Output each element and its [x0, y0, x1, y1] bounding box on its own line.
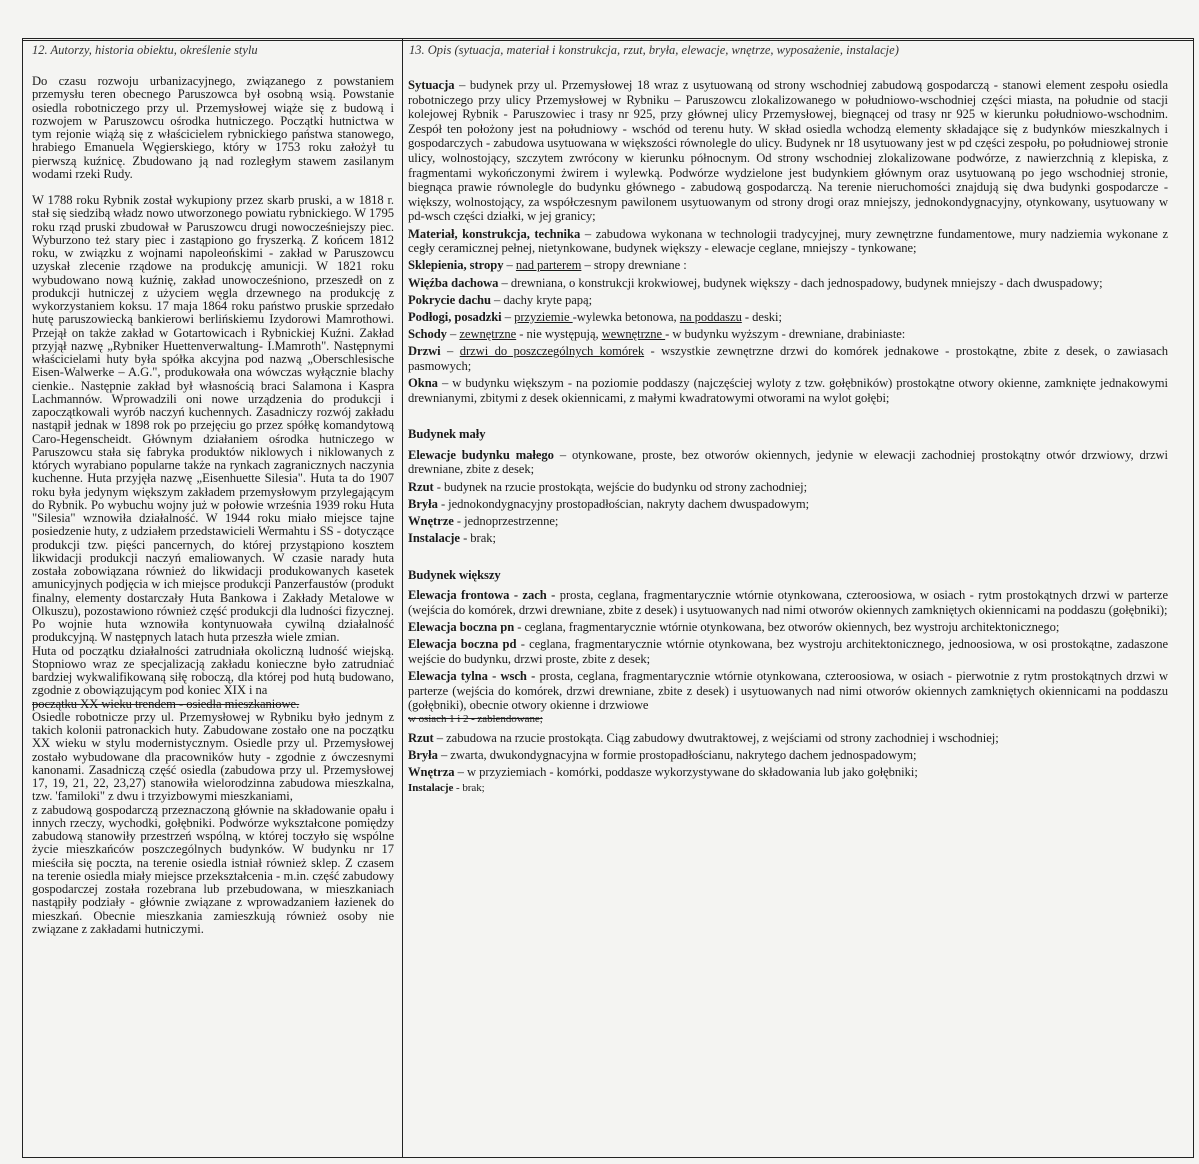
maly-entry [408, 497, 1168, 512]
entry-label: Więźba dachowa [408, 275, 499, 290]
entry-text: - budynek na rzucie prostokąta, wejście do budynku od strony zachodniej; [433, 479, 808, 494]
entry-label: Elewacja frontowa - zach - [408, 588, 556, 603]
entry-text: - w budynku wyższym - drewniane, drabiniaste: [665, 327, 906, 342]
podlogi-entry [408, 310, 1168, 325]
entry-label: Podłogi, posadzki [408, 309, 502, 324]
entry-text: – [503, 258, 516, 273]
entry-label: Sytuacja [408, 78, 455, 92]
history-paragraph: Huta od początku działalności zatrudniała okoliczną ludność wiejską. Stopniowo wraz ze specjalizacją zakładu konieczne było zatrudniać bardziej wykwalifikowaną siłę roboczą, dla której pod hutą budowano, zgodnie z obowiązującym pod koniec XIX i na [32, 643, 394, 698]
w-osiach-note: w osiach 1 i 2 - zablendowane; [408, 712, 543, 725]
wiekszy-entry [408, 620, 1168, 635]
material-entry [408, 227, 1168, 256]
right-column-header: 13. Opis (sytuacja, materiał i konstrukcja, rzut, bryła, elewacje, wnętrze, wyposażenie, instalacje) [409, 43, 899, 57]
entry-underlined: zewnętrzne [459, 327, 517, 342]
entry-text: – [440, 344, 460, 359]
entry-label: Elewacje budynku małego [408, 447, 554, 462]
entry-label: Instalacje [408, 782, 454, 795]
wiekszy-entry [408, 731, 1168, 746]
wiezba-entry [408, 276, 1168, 291]
entry-text: -wylewka betonowa, [572, 309, 680, 324]
entry-text: – dachy kryte papą; [490, 292, 593, 307]
entry-underlined: nad parterem [515, 258, 582, 273]
history-paragraph: Osiedle robotnicze przy ul. Przemysłowej w Rybniku było jednym z takich kolonii patronackich huty. Zabudowane zostało one na początku XX wieku w stylu modernistycznym. Osiedle przy ul. Przemysłowej zostało wybudowane dla pracowników huty - zgodnie z ówczesnymi kanonami. Zasadniczą część osiedla (zabudowa przy ul. Przemysłowej 17, 19, 21, 22, 23,27) stanowiła wielorodzinna zabudowa mieszkalna, tzw. 'familoki" z dwu i trzyizbowymi mieszkaniami, [32, 709, 394, 804]
history-column [32, 75, 394, 936]
entry-label: Instalacje [408, 531, 460, 546]
entry-label: Materiał, konstrukcja, technika [408, 226, 581, 241]
entry-text: – budynek przy ul. Przemysłowej 18 wraz z usytuowaną od strony wschodniej zabudową gospodarczą - stanowi element zespołu osiedla robotniczego przy ulicy Przemysłowej w Rybniku – Paruszowcu zlokalizowanego w południowo-wschodniej części miasta, na południe od stacji kolejowej Rybnik - Paruszowiec i trasy nr 925, przy głównej ulicy Przemysłowej, biegnącej od trasy nr 925 w kierunku południowo-wschodnim. Zespół ten położony jest na południowy - wschód od terenu huty. W skład osiedla wchodzą elementy składające się z budynków mieszkalnych i gospodarczych - zabudowa usytuowana w większości równolegle do ulicy. Budynek nr 18 usytuowany jest w pd części zespołu, po południowej stronie ulicy, wolnostojący, szczytem zwrócony w kierunku północnym. Od strony wschodniej zlokalizowane podwórze, z nawierzchnią z klepiska, z fragmentami wykończonymi żwirem i wylewką. Podwórze wydzielone jest budynkiem głównym oraz usytuowaną po jego wschodniej stronie, biegnąca prawie równolegle do budynku głównego - zabudową gospodarczą. Na terenie nieruchomości znajdują się dwa budynki gospodarcze - większy, wolnostojący, za współczesnym pawilonem usytuowanym od strony drogi oraz mniejszy, jednokondygnacyjny, otynkowany, usytuowany w pd-wsch części działki, w jej granicy; [408, 78, 1168, 224]
entry-underlined: na poddaszu [679, 309, 742, 324]
entry-label: Elewacja boczna pd [408, 637, 517, 652]
entry-text: - jednoprzestrzenne; [453, 513, 559, 528]
entry-label: Rzut [408, 479, 434, 494]
wiekszy-entry [408, 637, 1168, 666]
entry-label: Okna [408, 376, 438, 391]
description-column [408, 78, 1168, 797]
header-rule [22, 40, 1194, 41]
wiekszy-entry [408, 765, 1168, 780]
entry-label: Schody [408, 327, 447, 342]
entry-text: - nie występują, [516, 327, 602, 342]
entry-text: prosta, ceglana, fragmentarycznie wtórnie otynkowana, czteroosiowa, w osiach - rytm prostokątnych drzwi w parterze (wejścia do komórek, drzwi drewniane, zbite z desek) i usytuowanych nad nimi otworów okiennych zamkniętych okiennicami na poddaszu (gołębniki); [408, 588, 1168, 617]
history-paragraph: Do czasu rozwoju urbanizacyjnego, związanego z powstaniem przemysłu teren obecnego Paruszowca był osobną wsią. Powstanie osiedla robotniczego przy ul. Przemysłowej wiąże się z budową i rozwojem w Paruszowcu ośrodka hutniczego. Początki hutnictwa w tym rejonie wiążą się z właścicielem rybnickiego państwa stanowego, hrabiego Emanuela Węgierskiego, który w 1753 roku założył tu pierwszą kuźnicę. Zbudowano ją nad rozległym stawem zasilanym wodami rzeki Rudy. [32, 74, 394, 181]
entry-label: Bryła [408, 496, 438, 511]
left-column-header: 12. Autorzy, historia obiektu, określenie stylu [32, 43, 258, 57]
entry-text: – [446, 327, 460, 342]
column-divider [402, 38, 403, 1158]
entry-label: Rzut [408, 730, 434, 745]
entry-text: – w przyziemiach - komórki, poddasze wykorzystywane do składowania lub jako gołębniki; [454, 765, 918, 780]
entry-text: - brak; [453, 782, 485, 795]
entry-label: Sklepienia, stropy [408, 258, 504, 273]
drzwi-entry [408, 344, 1168, 373]
entry-text: prosta, ceglana, fragmentarycznie wtórnie otynkowana, czteroosiowa, w osiach - pierwotnie z rytm prostokątnych drzwi w parterze (wejścia do komórek, drzwi drewniane, zbite z desek) i usytuowanych nad nimi otworów okiennych zamkniętych okiennicami na poddaszu (gołębniki), obecnie otwory okienne i drzwiowe [408, 669, 1168, 713]
entry-underlined: drzwi do poszczególnych komórek [459, 344, 645, 359]
maly-entry [408, 480, 1168, 495]
entry-text: - ceglana, fragmentarycznie wtórnie otynkowana, bez otworów okiennych, bez wystroju architektonicznego; [514, 620, 1060, 635]
pokrycie-entry [408, 293, 1168, 308]
entry-label: Elewacja boczna pn [408, 620, 515, 635]
entry-text: - brak; [459, 531, 496, 546]
entry-text: - wszystkie zewnętrzne drzwi do komórek jednakowe - prostokątne, zbite z desek, o zawiasach pasmowych; [408, 344, 1169, 373]
instalacje-entry [408, 782, 1168, 794]
maly-section-title: Budynek mały [408, 427, 486, 442]
history-paragraph: z zabudową gospodarczą przeznaczoną głównie na składowanie opału i innych rzeczy, wychodki, gołębniki. Podwórze wykształcone pomiędzy zabudową stanowiły przestrzeń wspólną, w której toczyło się wspólne życie mieszkańców poszczególnych budynków. W budynku nr 17 mieściła się poczta, na terenie osiedla istniał również sklep. Z czasem na terenie osiedla miały miejsce przekształcenia - m.in. część zabudowy gospodarczej została rozebrana lub przebudowana, w mieszkaniach nastąpiły podziały - głównie związane z wprowadzaniem łazienek do mieszkań. Obecnie mieszkania zamieszkują również osoby nie związane z zakładami hutniczymi. [32, 802, 394, 936]
entry-text: - deski; [741, 309, 782, 324]
wiekszy-section-title: Budynek większy [408, 567, 501, 582]
entry-text: – [501, 309, 515, 324]
entry-text: – zabudowa na rzucie prostokąta. Ciąg zabudowy dwutraktowej, z wejściami od strony zachodniej i wschodniej; [433, 730, 999, 745]
entry-label: Bryła [408, 748, 438, 763]
okna-entry [408, 376, 1168, 405]
entry-text: – w budynku większym - na poziomie poddaszy (najczęściej wyloty z tzw. gołębników) prostokątne otwory okienne, zamknięte jednakowymi drewnianymi, zbitymi z desek okiennicami, z małymi kwadratowymi otworami na wylot gołębi; [408, 376, 1168, 405]
maly-entry [408, 514, 1168, 529]
entry-text: - ceglana, fragmentarycznie wtórnie otynkowana, bez wystroju architektonicznego, jednoosiowa, w osi prostokątne, zadaszone wejście do budynku, drzwi proste, zbite z desek; [408, 637, 1168, 666]
sytuacja-entry [408, 78, 1168, 224]
entry-label: Drzwi [408, 344, 441, 359]
entry-text: – stropy drewniane : [581, 258, 687, 273]
entry-underlined: wewnętrzne [601, 327, 666, 342]
entry-underlined: przyziemie [514, 309, 573, 324]
entry-text: – zabudowa wykonana w technologii tradycyjnej, mury zewnętrzne fundamentowe, mury nadziemia wykonane z cegły ceramicznej pełnej, nietynkowane, budynek większy - elewacje ceglane, mniejszy - tynkowane; [408, 226, 1169, 256]
entry-text: – otynkowane, proste, bez otworów okiennych, jedynie w elewacji zachodniej prostokątny otwór drzwiowy, drzwi drewniane, zbite z desek; [408, 447, 1168, 477]
history-paragraph-struck: początku XX wieku trendem - osiedla mieszkaniowe. [32, 696, 300, 711]
wiekszy-entry [408, 748, 1168, 763]
sklepienia-entry [408, 258, 1168, 273]
wiekszy-entry [408, 588, 1168, 617]
entry-text: – zwarta, dwukondygnacyjna w formie prostopadłościanu, nakrytego dachem jednospadowym; [437, 748, 917, 763]
history-paragraph: W 1788 roku Rybnik został wykupiony przez skarb pruski, a w 1818 r. stał się siedzibą władz nowo utworzonego powiatu rybnickiego. W 1795 roku rząd pruski zbudował w Paruszowcu drugi nowocześniejszy piec. Wyburzono też stary piec i zastąpiono go fryszerką. Z końcem 1812 roku, w związku z wojnami napoleońskimi - zakład w Paruszowcu uzyskał zlecenie rządowe na produkcję amunicji. W 1821 roku wybudowano nową kuźnię, zakład unowocześniono, przeszedł on z produkcji hutniczej z użyciem węgla drzewnego na produkcję z wykorzystaniem koksu. 17 maja 1864 roku państwo pruskie sprzedało hutę paruszowiecką bankierowi berlińskiemu Izydorowi Mamrothowi. Przejął on także zakład w Gotartowicach i Rybnickiej Kuźni. Zakład przyjął nazwę „Rybniker Huettenverwaltung- I.Mamroth". Następnymi właścicielami huty była spółka akcyjna pod nazwą „Oberschlesische Eisen-Walwerke – A.G.", produkowała ona wówczas wyłącznie blachy cienkie.. Następnie zakład był własnością braci Salamona i Kaspra Lachmannów. Wprowadzili oni nowe urządzenia do produkcji i zapoczątkowali wyrób naczyń kuchennych. Zasadniczy rozwój zakładu nastąpił jednak w 1898 rok po przejęciu go przez spółkę komandytową Caro-Hegenscheidt. Głównym działaniem ośrodka hutniczego w Paruszowcu stała się fabryka produktów niklowych i niklowanych z których wyrabiano popularne także na rynkach zagranicznych naczynia kuchenne. Huta przyjęła nazwę „Eisenhuette Silesia". Huta ta do 1907 roku była jedynym większym zakładem przemysłowym przylegającym do Rybnik. Po wybuchu wojny już w połowie września 1939 roku Huta "Silesia" wznowiła działalność. W 1944 roku miało miejsce tajne posiedzenie huty, z udziałem przedstawicieli Wermahtu i SS - dotyczące produkcji tzw. pięści pancernych, do której przystąpiono kosztem likwidacji produkcji naczyń emaliowanych. W czasie narady huta została zobowiązana również do likwidacji produkowanych kasetek amunicyjnych podjęcia w ich miejsce produkcji Panzerfaustów (produkt finalny, elementy dostarczały Huta Bankowa i Zakłady Metalowe w Olkuszu), pozostawiono również część produkcji dla ludności fizycznej. Po wojnie huta wznowiła kontynuowała cywilną działalność produkcyjną. W następnych latach huta przeszła wiele zmian. [32, 193, 394, 645]
wiekszy-entry [408, 669, 1168, 713]
entry-text: – drewniana, o konstrukcji krokwiowej, budynek większy - dach jednospadowy, budynek mniejszy - dach dwuspadowy; [498, 275, 1103, 290]
schody-entry [408, 327, 1168, 342]
entry-label: Wnętrza [408, 765, 455, 780]
entry-label: Pokrycie dachu [408, 292, 491, 307]
entry-label: Elewacja tylna - wsch - [408, 669, 536, 684]
maly-entry [408, 531, 1168, 546]
entry-label: Wnętrze [408, 513, 454, 528]
entry-text: - jednokondygnacyjny prostopadłościan, nakryty dachem dwuspadowym; [437, 496, 810, 511]
maly-entry [408, 448, 1168, 477]
